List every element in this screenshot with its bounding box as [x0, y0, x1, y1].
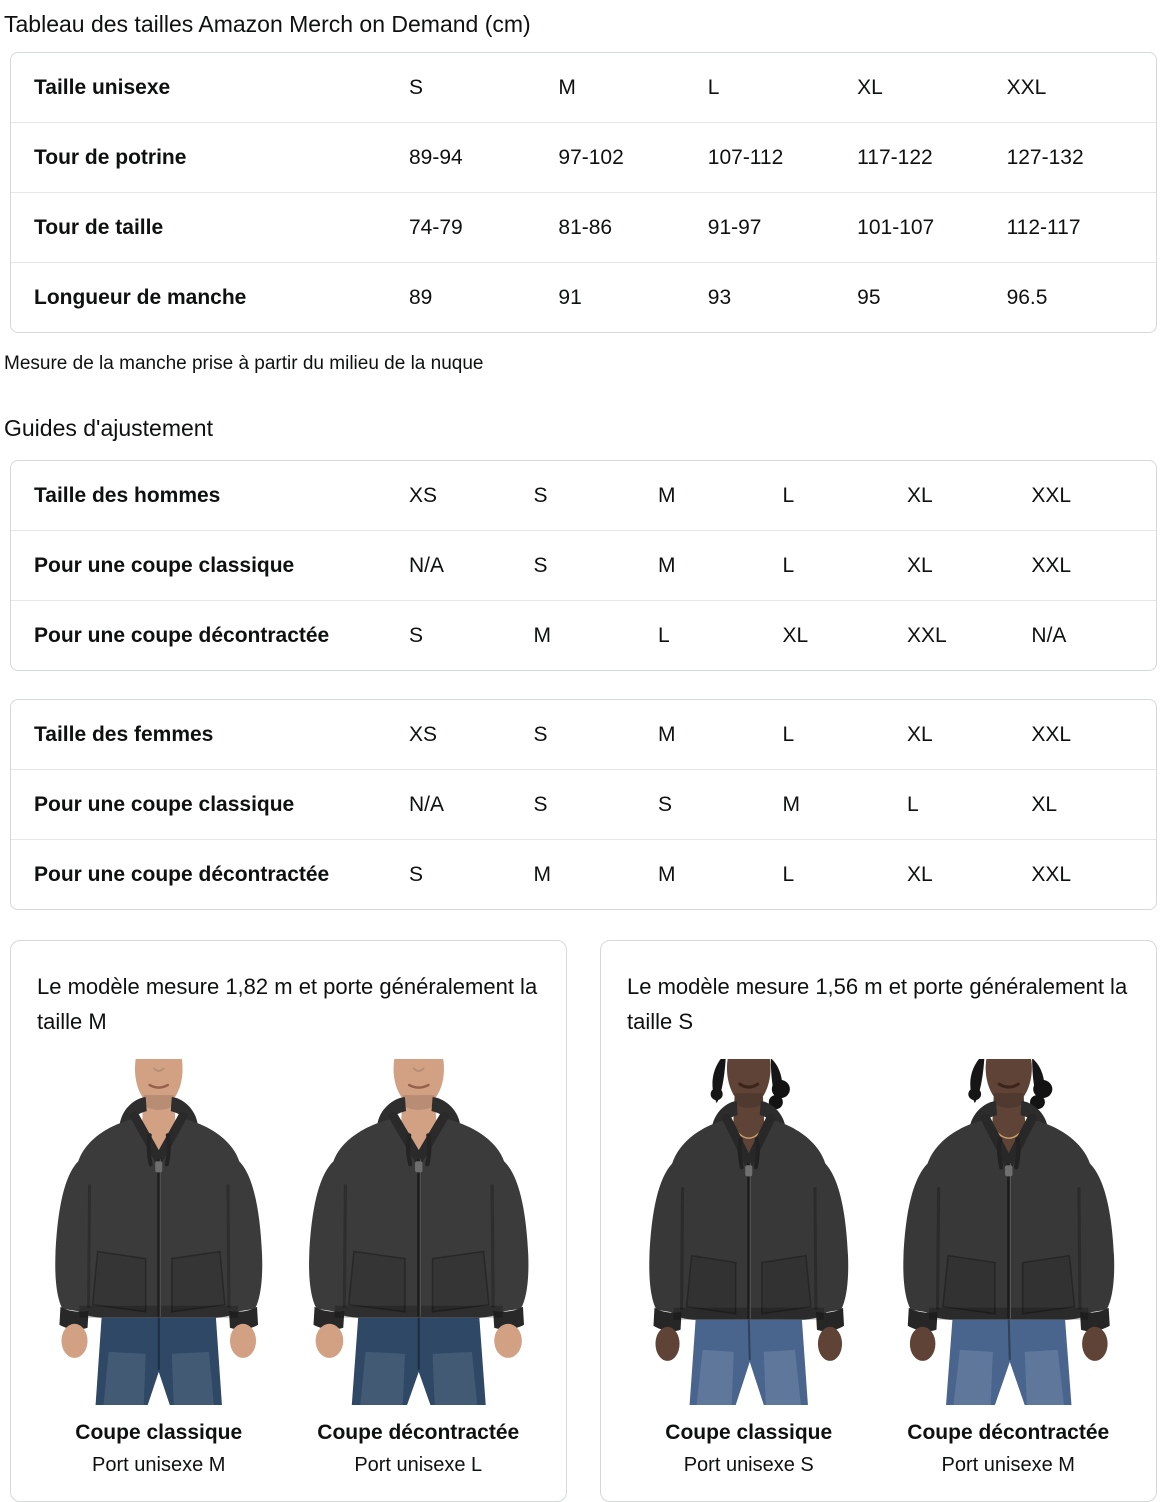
- figure-caption: [33, 1421, 285, 1477]
- model-photo-man-classic: [33, 1059, 285, 1405]
- cell-value: XXL: [1006, 75, 1047, 99]
- figure-caption: [623, 1421, 875, 1477]
- figure-classic-fit: [623, 1059, 875, 1477]
- figure-caption-size: Port unisexe L: [354, 1454, 483, 1476]
- cell-value: XXL: [1031, 722, 1072, 746]
- cell-value: XS: [409, 483, 438, 507]
- model-photo-woman-classic: [623, 1059, 875, 1405]
- row-label: Tour de potrine: [34, 145, 187, 169]
- cell-value: M: [533, 862, 551, 886]
- cell-value: 97-102: [558, 145, 624, 169]
- cell-value: L: [906, 792, 919, 816]
- cell-value: 74-79: [409, 215, 463, 239]
- row-label: Taille des hommes: [34, 483, 221, 507]
- row-label: Pour une coupe décontractée: [34, 623, 330, 647]
- cell-value: XXL: [906, 623, 947, 647]
- cell-value: S: [533, 483, 548, 507]
- row-label: Taille unisexe: [34, 75, 171, 99]
- figure-relaxed-fit: [883, 1059, 1135, 1477]
- figure-caption: [293, 1421, 545, 1477]
- cell-value: XL: [906, 553, 933, 577]
- cell-value: S: [409, 623, 424, 647]
- figure-caption-fit: Coupe décontractée: [317, 1421, 520, 1444]
- cell-value: S: [409, 75, 424, 99]
- cell-value: M: [657, 862, 676, 886]
- model-photo-woman-relaxed: [883, 1059, 1135, 1405]
- cell-value: S: [533, 722, 548, 746]
- cell-value: 107-112: [707, 145, 784, 169]
- cell-value: XL: [906, 862, 933, 886]
- cell-value: L: [782, 553, 795, 577]
- fit-guides-heading: Guides d'ajustement: [4, 415, 213, 441]
- cell-value: 117-122: [857, 145, 933, 169]
- cell-value: 96.5: [1006, 285, 1048, 309]
- cell-value: L: [657, 623, 670, 647]
- card-title: Le modèle mesure 1,56 m et porte généralement la taille S: [627, 974, 1128, 1034]
- model-card-women: [600, 940, 1157, 1502]
- figure-relaxed-fit: [293, 1059, 545, 1477]
- cell-value: XXL: [1031, 483, 1072, 507]
- row-label: Taille des femmes: [34, 722, 214, 746]
- table-row: [11, 769, 1156, 839]
- table-row: [11, 122, 1156, 192]
- cell-value: XS: [409, 722, 438, 746]
- cell-value: N/A: [1031, 623, 1067, 647]
- figure-caption-fit: Coupe classique: [75, 1421, 243, 1444]
- cell-value: 89: [409, 285, 433, 309]
- model-card-men: [10, 940, 567, 1502]
- cell-value: XL: [782, 623, 809, 647]
- table-row: [11, 530, 1156, 600]
- cell-value: N/A: [409, 792, 445, 816]
- cell-value: L: [782, 722, 795, 746]
- card-title: Le modèle mesure 1,82 m et porte généralement la taille M: [37, 974, 538, 1034]
- cell-value: M: [558, 75, 576, 99]
- men-fit-table: [10, 460, 1157, 671]
- cell-value: L: [707, 75, 720, 99]
- figures-row: [623, 1059, 1134, 1477]
- table-row: [11, 600, 1156, 670]
- cell-value: XL: [906, 722, 933, 746]
- cell-value: M: [533, 623, 551, 647]
- figure-classic-fit: [33, 1059, 285, 1477]
- cell-value: M: [657, 722, 676, 746]
- cell-value: 91: [558, 285, 582, 309]
- row-label: Tour de taille: [34, 215, 164, 239]
- cell-value: N/A: [409, 553, 445, 577]
- sleeve-measure-note: Mesure de la manche prise à partir du milieu de la nuque: [4, 353, 484, 374]
- cell-value: S: [409, 862, 424, 886]
- table-header-row: [11, 700, 1156, 769]
- cell-value: XL: [1031, 792, 1058, 816]
- cell-value: 93: [707, 285, 732, 309]
- cell-value: 95: [857, 285, 881, 309]
- cell-value: 81-86: [558, 215, 613, 239]
- row-label: Longueur de manche: [34, 285, 247, 309]
- cell-value: L: [782, 862, 795, 886]
- model-cards: [10, 940, 1157, 1502]
- table-header-row: [11, 53, 1156, 122]
- figure-caption-fit: Coupe décontractée: [907, 1421, 1110, 1444]
- page-title: Tableau des tailles Amazon Merch on Demand (cm): [4, 11, 531, 37]
- cell-value: XXL: [1031, 862, 1072, 886]
- cell-value: 89-94: [409, 145, 463, 169]
- size-table: [10, 52, 1157, 333]
- women-fit-table: [10, 699, 1157, 910]
- row-label: Pour une coupe classique: [34, 792, 295, 816]
- cell-value: S: [533, 792, 548, 816]
- cell-value: M: [657, 553, 676, 577]
- model-photo-man-relaxed: [293, 1059, 545, 1405]
- table-row: [11, 192, 1156, 262]
- cell-value: 127-132: [1006, 145, 1084, 169]
- cell-value: 112-117: [1006, 215, 1081, 239]
- figure-caption-fit: Coupe classique: [665, 1421, 833, 1444]
- cell-value: S: [533, 553, 548, 577]
- figure-caption-size: Port unisexe M: [941, 1454, 1075, 1476]
- table-header-row: [11, 461, 1156, 530]
- figures-row: [33, 1059, 544, 1477]
- cell-value: M: [657, 483, 676, 507]
- cell-value: XL: [857, 75, 883, 99]
- table-row: [11, 839, 1156, 909]
- cell-value: XL: [906, 483, 933, 507]
- figure-caption: [883, 1421, 1135, 1477]
- cell-value: 91-97: [707, 215, 762, 239]
- cell-value: 101-107: [857, 215, 935, 239]
- table-row: [11, 262, 1156, 332]
- cell-value: L: [782, 483, 795, 507]
- cell-value: S: [657, 792, 672, 816]
- row-label: Pour une coupe décontractée: [34, 862, 330, 886]
- cell-value: M: [782, 792, 800, 816]
- figure-caption-size: Port unisexe M: [92, 1454, 226, 1476]
- figure-caption-size: Port unisexe S: [683, 1454, 814, 1476]
- row-label: Pour une coupe classique: [34, 553, 295, 577]
- cell-value: XXL: [1031, 553, 1072, 577]
